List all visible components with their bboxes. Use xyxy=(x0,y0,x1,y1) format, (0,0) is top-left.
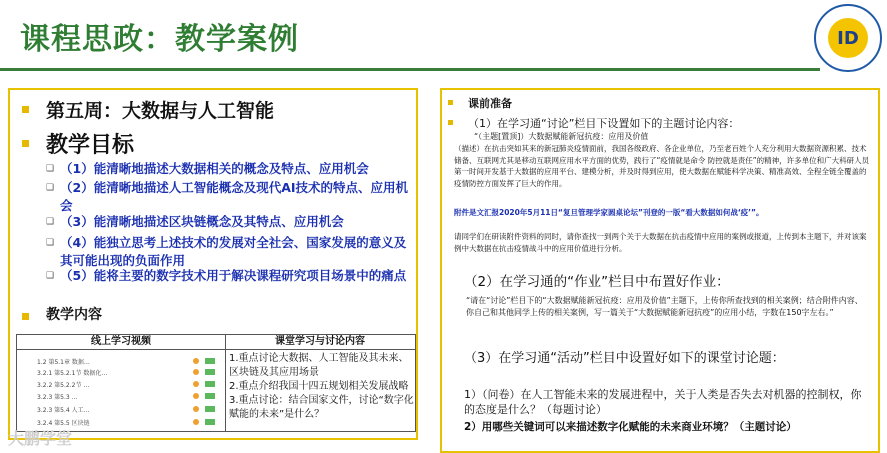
status-badge xyxy=(205,369,215,375)
prep-bullet xyxy=(448,120,453,125)
step1-ask: 请同学们在研读附件资料的同时，请你查找一到两个关于大数据在抗击疫情中应用的案例或报道，上传到本主题下，并对该案例中大数据在抗击疫情战斗中的应用价值进行分析。 xyxy=(454,232,867,253)
table-header-videos: 线上学习视频 xyxy=(17,335,225,350)
goal-item: （2）能清晰地描述人工智能概念及现代AI技术的特点、应用机会 xyxy=(60,180,409,213)
goal-marker: ❑ xyxy=(46,164,55,174)
video-item[interactable]: 3.2.2 第5.2.2节 … xyxy=(37,382,90,389)
question-2: 2）用哪些关键词可以来描述数字化赋能的未来商业环境？（主题讨论） xyxy=(464,421,797,433)
video-item[interactable]: 3.2.3 第5.3 … xyxy=(37,394,78,401)
logo-emblem: ID xyxy=(828,18,868,58)
step2-description: “请在“讨论”栏目下的“大数据赋能新冠抗疫：应用及价值”主题下，上传你所查找到的相关案例；结合附件内容、你自己和其他同学上传的相关案例，写一篇关于“大数据赋能新冠抗疫”的应用小结，字数在150字左右。” xyxy=(466,296,863,317)
step1-attachment: 附件是文汇报2020年5月11日“复旦管理学家圆桌论坛”刊登的一版“看大数据如何战‘疫’”。 xyxy=(454,208,764,217)
status-badge xyxy=(205,393,215,399)
week-bullet xyxy=(22,106,29,113)
goals-title: 教学目标 xyxy=(46,133,135,158)
goal-marker: ❑ xyxy=(46,217,55,227)
step3-text: （3）在学习通“活动”栏目中设置好如下的课堂讨论题： xyxy=(464,351,785,366)
goal-item: （4）能独立思考上述技术的发展对全社会、国家发展的意义及其可能出现的负面作用 xyxy=(60,235,407,268)
goal-item: （1）能清晰地描述大数据相关的概念及特点、应用机会 xyxy=(60,161,369,176)
step1-description: （描述）在抗击突如其来的新冠肺炎疫情面前，我国各级政府、各企业单位，乃至老百姓个人充分利用大数据资源积累、技术储备、互联网尤其是移动互联网应用水平方面的优势，践行了“疫情就是命令 防控就是责任”的精神，许多单位和广大科研人员第一时间开发基于大数据的应用平台、建模分析，并及时得到应用，使大数据在赋能科学决策、精准高效、全程全链全覆盖的疫情防控方面发挥了巨大的作用。 xyxy=(454,144,870,188)
goals-bullet xyxy=(22,140,29,147)
goal-marker: ❑ xyxy=(46,238,55,248)
status-dot-icon xyxy=(193,419,199,425)
goal-item: （3）能清晰地描述区块链概念及其特点、应用机会 xyxy=(60,214,344,229)
video-item[interactable]: 1.2 第5.1章 数据… xyxy=(37,359,90,366)
goal-marker: ❑ xyxy=(46,271,55,281)
table-header-discussion: 课堂学习与讨论内容 xyxy=(225,335,415,350)
title-divider xyxy=(0,68,820,71)
content-title: 教学内容 xyxy=(46,307,102,323)
video-item[interactable]: 3.2.1 第5.2.1节 数据化… xyxy=(37,370,108,377)
step1-topic: “（主题[置顶]）大数据赋能新冠抗疫：应用及价值 xyxy=(474,132,649,141)
goal-item: （5）能将主要的数字技术用于解决课程研究项目场景中的痛点 xyxy=(60,268,407,283)
status-dot-icon xyxy=(193,381,199,387)
status-badge xyxy=(205,358,215,364)
content-table xyxy=(16,334,416,432)
page-title: 课程思政：教学案例 xyxy=(20,22,299,57)
content-bullet xyxy=(22,313,29,320)
video-item[interactable]: 3.2.3 第5.4 人工… xyxy=(37,407,90,414)
discussion-notes: 1.重点讨论大数据、人工智能及其未来、区块链及其应用场景 2.重点介绍我国十四五规划相关发展战略 3.重点讨论：结合国家文件，讨论“数字化赋能的未来”是什么？ xyxy=(229,353,414,420)
status-badge xyxy=(205,406,215,412)
step2-text: （2）在学习通的“作业”栏目中布置好作业： xyxy=(464,274,730,290)
table-divider xyxy=(225,335,226,431)
watermark: 大鹏学堂 xyxy=(8,429,73,448)
status-badge xyxy=(205,419,215,425)
status-dot-icon xyxy=(193,358,199,364)
status-dot-icon xyxy=(193,406,199,412)
prep-bullet xyxy=(448,100,453,105)
week-title: 第五周：大数据与人工智能 xyxy=(46,100,275,122)
prep-title: 课前准备 xyxy=(468,97,512,110)
goal-marker: ❑ xyxy=(46,183,55,193)
step1-text: （1）在学习通“讨论”栏目下设置如下的主题讨论内容： xyxy=(468,117,740,130)
status-dot-icon xyxy=(193,393,199,399)
question-1: 1）（问卷）在人工智能未来的发展进程中，关于人类是否失去对机器的控制权，你的态度是什么？（每题讨论） xyxy=(464,388,862,416)
school-logo xyxy=(814,4,882,72)
status-dot-icon xyxy=(193,369,199,375)
video-item[interactable]: 3.2.4 第5.5 区块链 xyxy=(37,420,90,427)
status-badge xyxy=(205,381,215,387)
